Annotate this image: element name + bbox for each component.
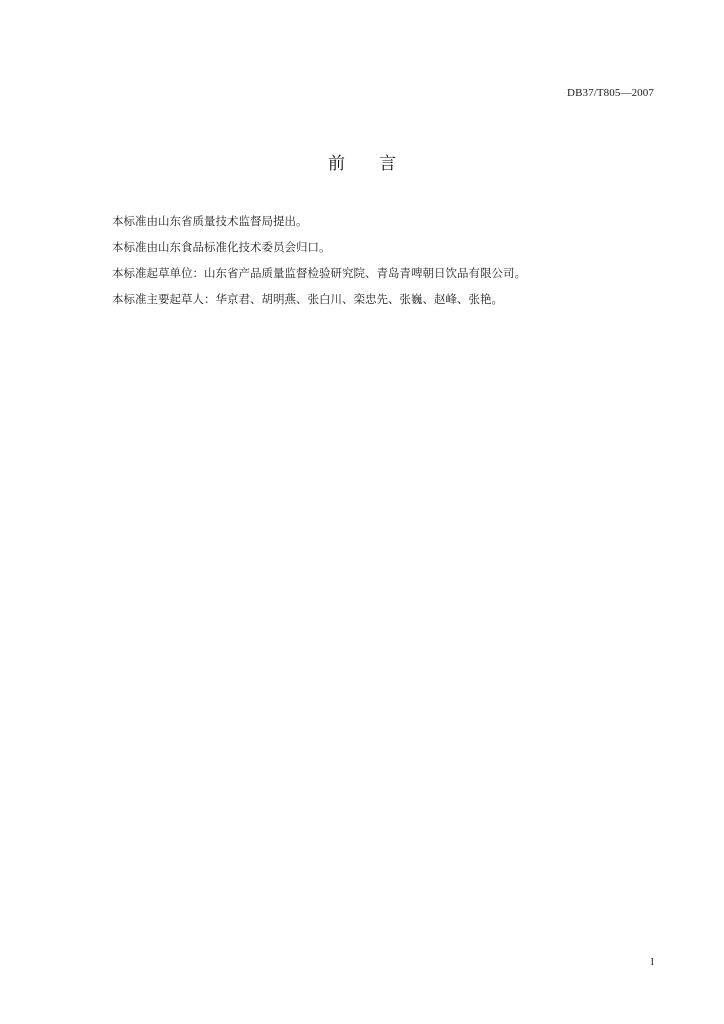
page-number: I	[650, 957, 654, 968]
foreword-line-drafting-units: 本标准起草单位：山东省产品质量监督检验研究院、青岛青啤朝日饮品有限公司。	[112, 266, 526, 280]
foreword-line-centralized: 本标准由山东食品标准化技术委员会归口。	[112, 240, 331, 254]
foreword-line-proposer: 本标准由山东省质量技术监督局提出。	[112, 214, 308, 228]
foreword-line-drafters: 本标准主要起草人：华京君、胡明燕、张白川、栾忠先、张巍、赵峰、张艳。	[112, 292, 503, 306]
title-char-2: 言	[379, 154, 396, 174]
page-title	[0, 149, 724, 174]
title-char-1: 前	[328, 154, 345, 174]
foreword-body	[112, 208, 654, 312]
standard-code: DB37/T805—2007	[567, 87, 654, 99]
